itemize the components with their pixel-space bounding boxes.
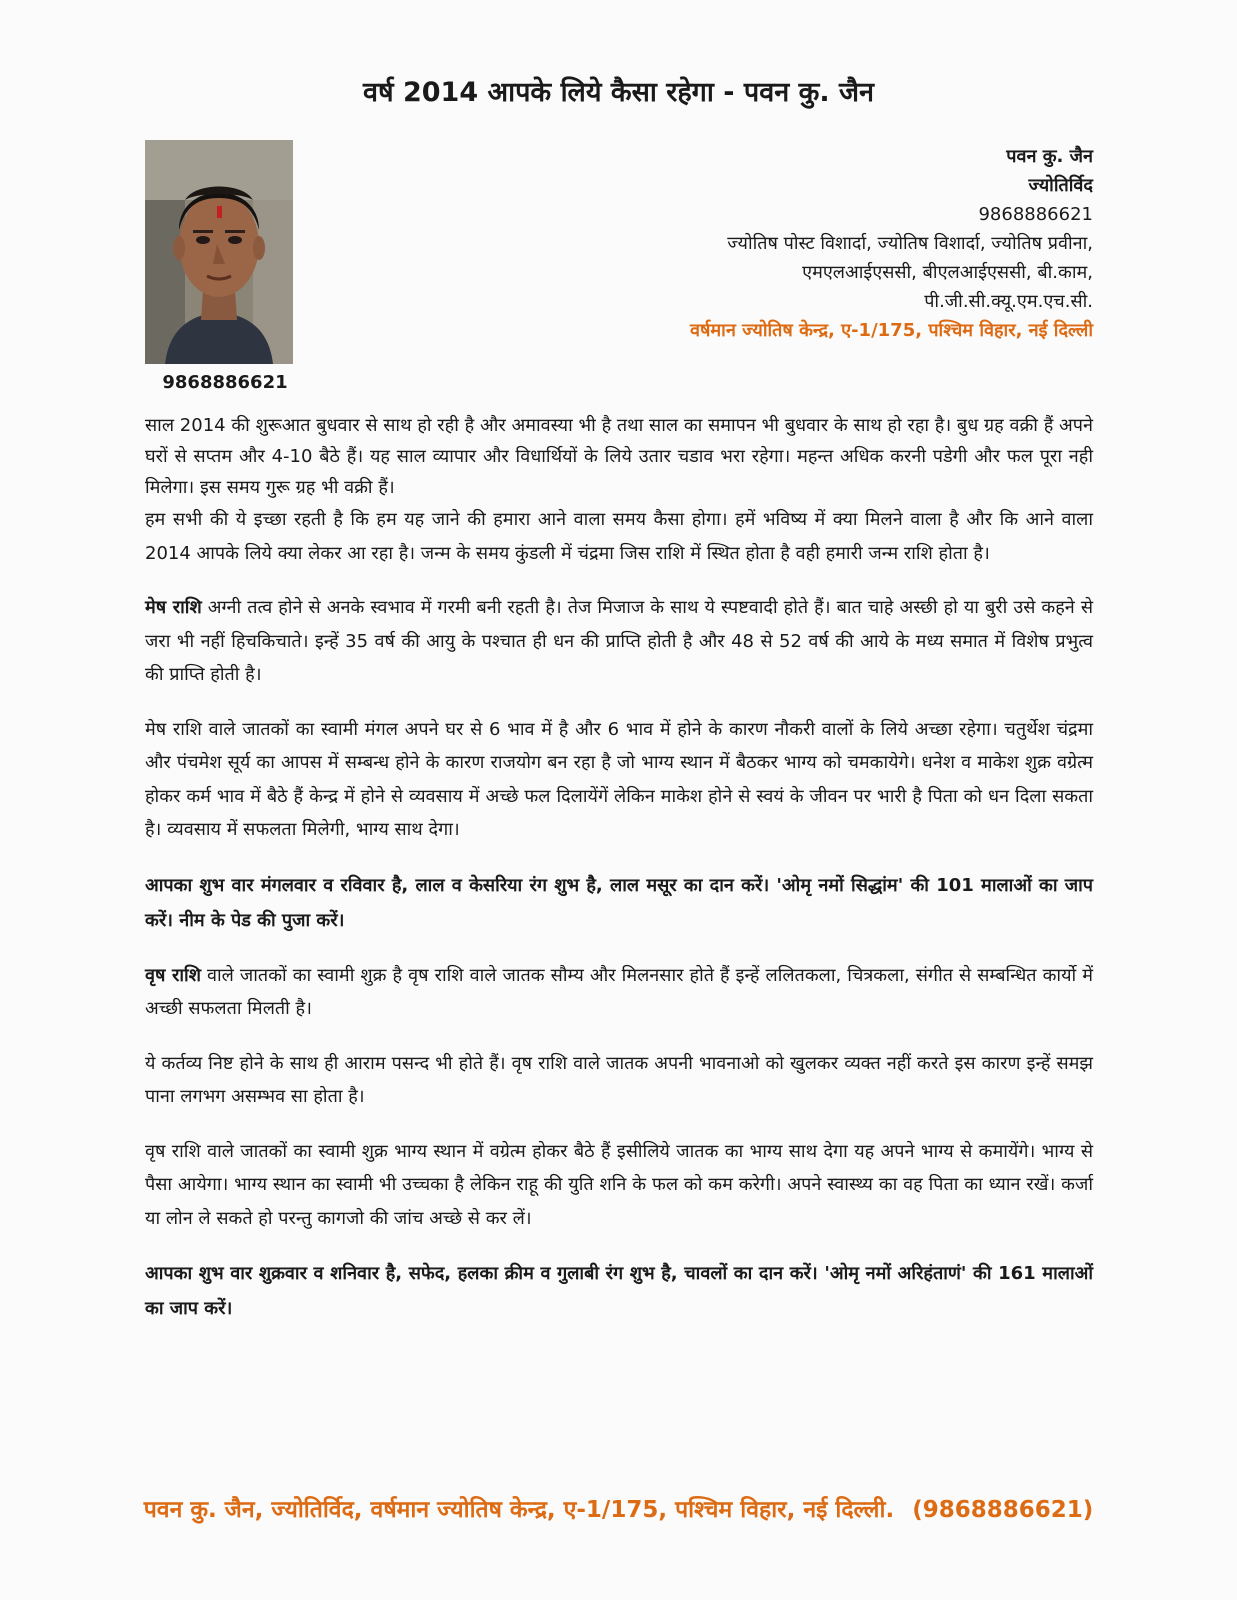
author-photo-block <box>145 140 293 393</box>
vrish-paragraph-1-text: वाले जातकों का स्वामी शुक्र है वृष राशि वाले जातक सौम्य और मिलनसार होते हैं इन्हें ललितकला, चित्रकला, संगीत से सम्बन्धित कार्यो में अच्छी सफलता मिलती है। <box>145 964 1093 1019</box>
mesh-remedy: आपका शुभ वार मंगलवार व रविवार है, लाल व केसरिया रंग शुभ है, लाल मसूर का दान करें। 'ओमृ नमों सिद्धांम' की 101 मालाओं का जाप करें। नीम के पेड की पुजा करें। <box>145 874 1093 931</box>
intro-paragraph-2: हम सभी की ये इच्छा रहती है कि हम यह जाने की हमारा आने वाला समय कैसा होगा। हमें भविष्य में क्या मिलने वाला है और कि आने वाला 2014 आपके लिये क्या लेकर आ रहा है। जन्म के समय कुंडली में चंद्रमा जिस राशि में स्थित होता है वही हमारी जन्म राशि होता है। <box>145 509 1093 564</box>
footer-text: पवन कु. जैन, ज्योतिर्विद, वर्षमान ज्योतिष केन्द्र, ए-1/175, पश्चिम विहार, नई दिल्ली. <box>143 1497 895 1523</box>
author-qualifications-line-3: पी.जी.सी.क्यू.एम.एच.सी. <box>924 291 1093 312</box>
author-designation: ज्योतिर्विद <box>1028 175 1093 196</box>
author-photo <box>145 140 293 364</box>
page-title: वर्ष 2014 आपके लिये कैसा रहेगा - पवन कु. जैन <box>362 77 875 108</box>
vrish-heading: वृष राशि <box>145 964 201 986</box>
portrait-image <box>145 140 293 364</box>
vrish-paragraph-1 <box>145 959 1093 1026</box>
author-phone: 9868886621 <box>978 204 1093 225</box>
author-qualifications-line-1: ज्योतिष पोस्ट विशार्दा, ज्योतिष विशार्दा, ज्योतिष प्रवीना, <box>727 233 1093 254</box>
author-info <box>533 142 1093 345</box>
author-name: पवन कु. जैन <box>1006 146 1093 167</box>
author-qualifications-line-2: एमएलआईएससी, बीएलआईएससी, बी.काम, <box>802 262 1093 283</box>
footer-phone: (9868886621) <box>912 1497 1094 1523</box>
mesh-paragraph-2: मेष राशि वाले जातकों का स्वामी मंगल अपने घर से 6 भाव में है और 6 भाव में होने के कारण नौकरी वालों के लिये अच्छा रहेगा। चतुर्थेश चंद्रमा और पंचमेश सूर्य का आपस में सम्बन्ध होने के कारण राजयोग बन रहा है जो भाग्य स्थान में बैठकर भाग्य को चमकायेगे। धनेश व माकेश शुक्र वग्रेत्म होकर कर्म भाव में बैठे हैं केन्द्र में होने से व्यवसाय में अच्छे फल दिलायेंगें लेकिन माकेश होने से स्वयं के जीवन पर भारी है पिता को धन दिला सकता है। व्यवसाय में सफलता मिलेगी, भाग्य साथ देगा। <box>145 718 1093 840</box>
vrish-paragraph-3: वृष राशि वाले जातकों का स्वामी शुक्र भाग्य स्थान में वग्रेत्म होकर बैठे हैं इसीलिये जातक का भाग्य साथ देगा यह अपने भाग्य से कमायेंगे। भाग्य से पैसा आयेगा। भाग्य स्थान का स्वामी भी उच्चका है लेकिन राहू की युति शनि के फल को कम करेगी। अपने स्वास्थ्य का वह पिता का ध्यान रखें। कर्जा या लोन ले सकते हो परन्तु कागजो की जांच अच्छे से कर लें। <box>145 1140 1093 1229</box>
article-body <box>145 410 1093 1347</box>
mesh-paragraph-1 <box>145 591 1093 692</box>
photo-phone-number: 9868886621 <box>162 372 288 393</box>
author-address: वर्षमान ज्योतिष केन्द्र, ए-1/175, पश्चिम विहार, नई दिल्ली <box>690 320 1093 341</box>
mesh-heading: मेष राशि <box>145 597 202 618</box>
intro-paragraph-1: साल 2014 की शुरूआत बुधवार से साथ हो रही है और अमावस्या भी है तथा साल का समापन भी बुधवार के साथ हो रहा है। बुध ग्रह वक्री हैं अपने घरों से सप्तम और 4-10 बैठे हैं। यह साल व्यापार और विधार्थियों के लिये उतार चडाव भरा रहेगा। महन्त अधिक करनी पडेगी और फल पूरा नही मिलेगा। इस समय गुरू ग्रह भी वक्री हैं। <box>145 415 1093 498</box>
mesh-paragraph-1-text: अग्नी तत्व होने से अनके स्वभाव में गरमी बनी रहती है। तेज मिजाज के साथ ये स्पष्टवादी होते हैं। बात चाहे अस्छी हो या बुरी उसे कहने से जरा भी नहीं हिचकिचाते। इन्हें 35 वर्ष की आयु के पश्चात ही धन की प्राप्ति होती है और 48 से 52 वर्ष की आये के मध्य समात में विशेष प्रभुत्व की प्राप्ति होती है। <box>145 597 1093 685</box>
page-footer <box>0 1492 1237 1524</box>
vrish-remedy: आपका शुभ वार शुक्रवार व शनिवार है, सफेद, हलका क्रीम व गुलाबी रंग शुभ है, चावलों का दान करें। 'ओमृ नमों अरिहंताणं' की 161 मालाओं का जाप करें। <box>145 1263 1093 1319</box>
vrish-paragraph-2: ये कर्तव्य निष्ट होने के साथ ही आराम पसन्द भी होते हैं। वृष राशि वाले जातक अपनी भावनाओ को खुलकर व्यक्त नहीं करते इस कारण इन्हें समझ पाना लगभग असम्भव सा होता है। <box>145 1052 1093 1107</box>
